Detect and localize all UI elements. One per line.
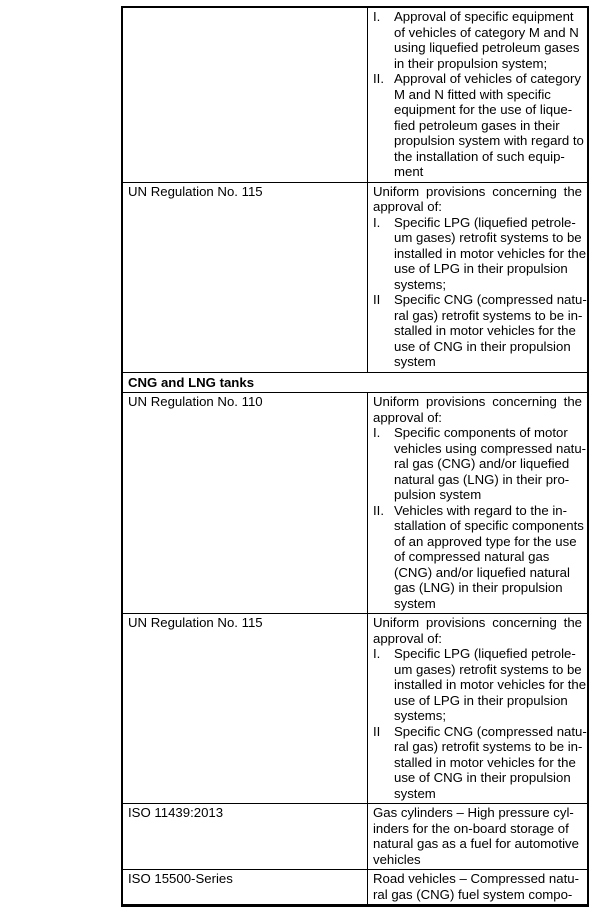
- regulation-description-cell: [368, 7, 589, 182]
- regulation-name-cell: UN Regulation No. 110: [122, 393, 368, 614]
- description-line: Uniform provisions concerning the: [373, 615, 582, 630]
- description-line: Uniform provisions concerning the: [373, 394, 582, 409]
- description-line: vehicles using compressed natu-: [394, 440, 587, 456]
- list-item-marker: I.: [373, 425, 381, 440]
- description-line: natural gas as a fuel for automotive: [373, 836, 579, 851]
- list-item: [373, 425, 587, 503]
- description-line: use of LPG in their propulsion: [394, 692, 568, 708]
- list-item: [373, 71, 582, 180]
- description-line: Uniform provisions concerning the: [373, 183, 582, 199]
- regulation-description-cell: [368, 393, 589, 614]
- table-row: [122, 804, 588, 870]
- description-line: Specific components of motor: [394, 425, 568, 440]
- list-item: [373, 646, 587, 724]
- description-line: natural gas (LNG) in their pro-: [394, 471, 570, 487]
- description-line: system: [394, 354, 436, 369]
- list-item-text: [394, 425, 587, 503]
- regulations-table: [121, 6, 589, 907]
- description-line: um gases) retrofit systems to be: [394, 661, 582, 677]
- description-line: using liquefied petroleum gases: [394, 40, 580, 55]
- description-line: use of CNG in their propulsion: [394, 338, 571, 354]
- description-line: stallation of specific components: [394, 518, 584, 533]
- description-line: pulsion system: [394, 487, 482, 502]
- list-item-marker: I.: [373, 646, 381, 661]
- list-item: [373, 723, 587, 802]
- description-line: (CNG) and/or liquefied natural: [394, 564, 570, 580]
- list-item-text: [394, 292, 587, 370]
- description-line: system: [394, 595, 436, 611]
- description-line: fied petroleum gases in their: [394, 117, 560, 133]
- description-line: Approval of specific equipment: [394, 9, 574, 24]
- description-line: use of CNG in their propulsion: [394, 770, 571, 785]
- description-line: Gas cylinders – High pressure cyl-: [373, 805, 574, 820]
- description-line: Specific CNG (compressed natu-: [394, 723, 587, 739]
- description-line: system: [394, 785, 436, 801]
- table-row: [122, 393, 588, 614]
- section-header: CNG and LNG tanks: [122, 372, 588, 393]
- list-item-text: [394, 646, 587, 724]
- description-line: Specific LPG (liquefied petrole-: [394, 646, 576, 661]
- description-line: stalled in motor vehicles for the: [394, 754, 576, 770]
- description-line: in their propulsion system;: [394, 55, 548, 71]
- regulation-name-cell: ISO 11439:2013: [122, 804, 368, 870]
- description-line: use of LPG in their propulsion: [394, 261, 568, 276]
- description-line: Specific LPG (liquefied petrole-: [394, 214, 576, 230]
- description-line: ral gas) retrofit systems to be in-: [394, 307, 583, 323]
- regulation-description-cell: [368, 182, 589, 372]
- list-item-marker: II.: [373, 502, 384, 518]
- regulation-description-cell: [368, 870, 589, 906]
- list-item-marker: I.: [373, 214, 381, 230]
- regulation-name-cell: UN Regulation No. 115: [122, 182, 368, 372]
- description-line: Road vehicles – Compressed natu-: [373, 871, 579, 886]
- description-line: installed in motor vehicles for the: [394, 245, 587, 261]
- description-line: ral gas (CNG) and/or liquefied: [394, 456, 570, 471]
- regulation-name-cell: UN Regulation No. 115: [122, 614, 368, 804]
- description-line: um gases) retrofit systems to be: [394, 230, 582, 245]
- description-line: approval of:: [373, 409, 442, 425]
- table-row: [122, 870, 588, 906]
- description-line: propulsion system with regard to: [394, 133, 584, 148]
- list-item-marker: II: [373, 292, 381, 307]
- regulation-description-cell: [368, 614, 589, 804]
- description-line: Specific CNG (compressed natu-: [394, 292, 587, 307]
- description-line: inders for the on-board storage of: [373, 820, 569, 836]
- description-line: vehicles: [373, 851, 421, 867]
- list-item: [373, 503, 582, 612]
- description-line: systems;: [394, 276, 447, 292]
- regulation-name-cell: ISO 15500-Series: [122, 870, 368, 906]
- description-line: M and N fitted with specific: [394, 86, 551, 102]
- table-row: [122, 614, 588, 804]
- table-row: [122, 182, 588, 372]
- description-line: ral gas (CNG) fuel system compo-: [373, 886, 573, 902]
- list-item-text: [394, 723, 587, 802]
- description-line: gas (LNG) in their propulsion: [394, 580, 563, 595]
- description-line: stalled in motor vehicles for the: [394, 323, 576, 338]
- description-line: approval of:: [373, 199, 442, 214]
- list-item: [373, 292, 587, 370]
- list-item: [373, 9, 582, 71]
- regulation-description-cell: [368, 804, 589, 870]
- description-line: equipment for the use of lique-: [394, 102, 573, 117]
- description-line: of vehicles of category M and N: [394, 24, 579, 40]
- table-row: [122, 7, 588, 182]
- list-item-text: [394, 503, 582, 612]
- description-line: systems;: [394, 708, 447, 723]
- list-item-marker: I.: [373, 9, 381, 24]
- description-line: approval of:: [373, 630, 442, 646]
- description-line: of compressed natural gas: [394, 549, 550, 564]
- list-item-text: [394, 9, 582, 71]
- description-line: the installation of such equip-: [394, 148, 565, 164]
- list-item-marker: II: [373, 723, 381, 739]
- description-line: installed in motor vehicles for the: [394, 677, 587, 692]
- list-item-text: [394, 71, 582, 180]
- description-line: Vehicles with regard to the in-: [394, 502, 567, 518]
- description-line: ral gas) retrofit systems to be in-: [394, 739, 583, 754]
- description-line: ment: [394, 164, 424, 179]
- description-line: of an approved type for the use: [394, 533, 577, 549]
- regulation-table-body: [122, 7, 588, 906]
- regulation-name-cell: [122, 7, 368, 182]
- description-line: Approval of vehicles of category: [394, 71, 581, 86]
- list-item: [373, 214, 587, 293]
- list-item-text: [394, 214, 587, 293]
- section-row: [122, 372, 588, 393]
- list-item-marker: II.: [373, 71, 384, 86]
